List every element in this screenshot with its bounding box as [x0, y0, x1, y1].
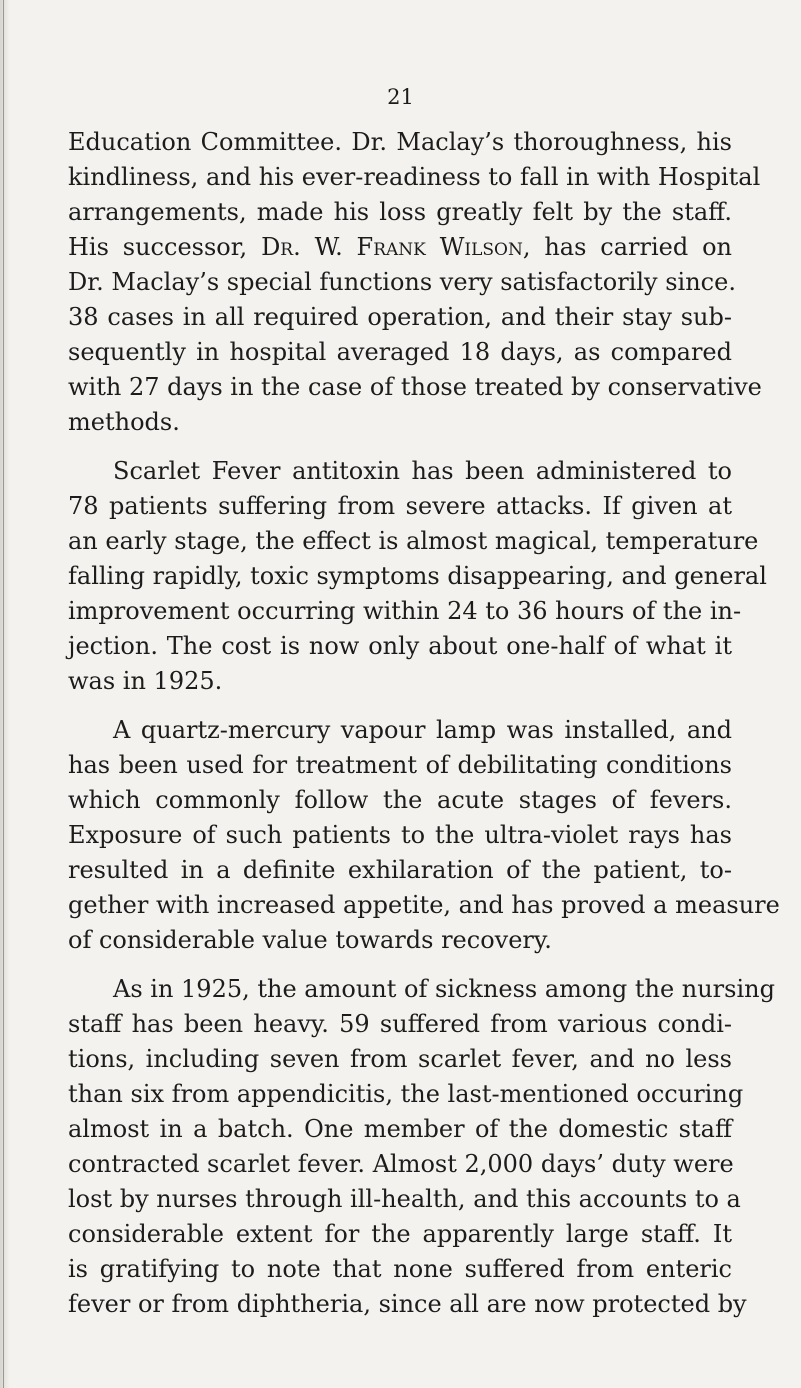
binding-edge-line: [3, 0, 4, 1388]
text-line: Exposure of such patients to the ultra-violet rays has: [68, 821, 732, 849]
text-line: is gratifying to note that none suffered from enteric: [68, 1255, 732, 1283]
text-run: , has carried on: [522, 233, 732, 261]
text-line: gether with increased appetite, and has proved a measure: [68, 891, 780, 919]
text-line: almost in a batch. One member of the domestic staff: [68, 1115, 732, 1143]
text-line: sequently in hospital averaged 18 days, as compared: [68, 338, 732, 366]
text-line: an early stage, the effect is almost magical, temperature: [68, 527, 759, 555]
paragraph-education-committee: [68, 125, 762, 440]
text-line: has been used for treatment of debilitating conditions: [68, 751, 732, 779]
text-line: was in 1925.: [68, 667, 223, 695]
text-line: which commonly follow the acute stages of fevers.: [68, 786, 732, 814]
text-run: His successor,: [68, 233, 262, 261]
text-line: of considerable value towards recovery.: [68, 926, 552, 954]
text-line: Dr. Maclay’s special functions very satisfactorily since.: [68, 268, 736, 296]
text-line: lost by nurses through ill-health, and this accounts to a: [68, 1185, 741, 1213]
text-line: jection. The cost is now only about one-half of what it: [68, 632, 732, 660]
text-line: As in 1925, the amount of sickness among the nursing: [113, 975, 775, 1003]
doctor-name: Dr. W. Frank Wilson: [261, 233, 523, 261]
text-line: Scarlet Fever antitoxin has been administered to: [113, 457, 732, 485]
text-line: staff has been heavy. 59 suffered from various condi-: [68, 1010, 732, 1038]
text-line: methods.: [68, 408, 180, 436]
text-line: 78 patients suffering from severe attacks. If given at: [68, 492, 732, 520]
text-line: falling rapidly, toxic symptoms disappearing, and general: [68, 562, 767, 590]
text-line: kindliness, and his ever-readiness to fall in with Hospital: [68, 163, 761, 191]
page-number: 21: [387, 85, 414, 109]
paragraph-scarlet-fever-antitoxin: [68, 454, 767, 699]
text-line: fever or from diphtheria, since all are now protected by: [68, 1290, 747, 1318]
text-line: than six from appendicitis, the last-mentioned occuring: [68, 1080, 744, 1108]
body-text: [68, 125, 780, 1322]
text-line: with 27 days in the case of those treated by conservative: [68, 373, 762, 401]
text-line: improvement occurring within 24 to 36 hours of the in-: [68, 597, 742, 625]
text-line: arrangements, made his loss greatly felt by the staff.: [68, 198, 732, 226]
paragraph-quartz-mercury-lamp: [68, 713, 780, 958]
binding-edge-shadow: [0, 0, 10, 1388]
text-line: resulted in a definite exhilaration of the patient, to-: [68, 856, 732, 884]
text-line: considerable extent for the apparently large staff. It: [68, 1220, 732, 1248]
text-line: tions, including seven from scarlet fever, and no less: [68, 1045, 732, 1073]
text-line: [68, 230, 732, 265]
text-line: contracted scarlet fever. Almost 2,000 days’ duty were: [68, 1150, 734, 1178]
text-line: 38 cases in all required operation, and their stay sub-: [68, 303, 732, 331]
text-line: A quartz-mercury vapour lamp was installed, and: [113, 716, 732, 744]
text-line: Education Committee. Dr. Maclay’s thoroughness, his: [68, 128, 732, 156]
paragraph-nursing-staff-sickness: [68, 972, 775, 1322]
